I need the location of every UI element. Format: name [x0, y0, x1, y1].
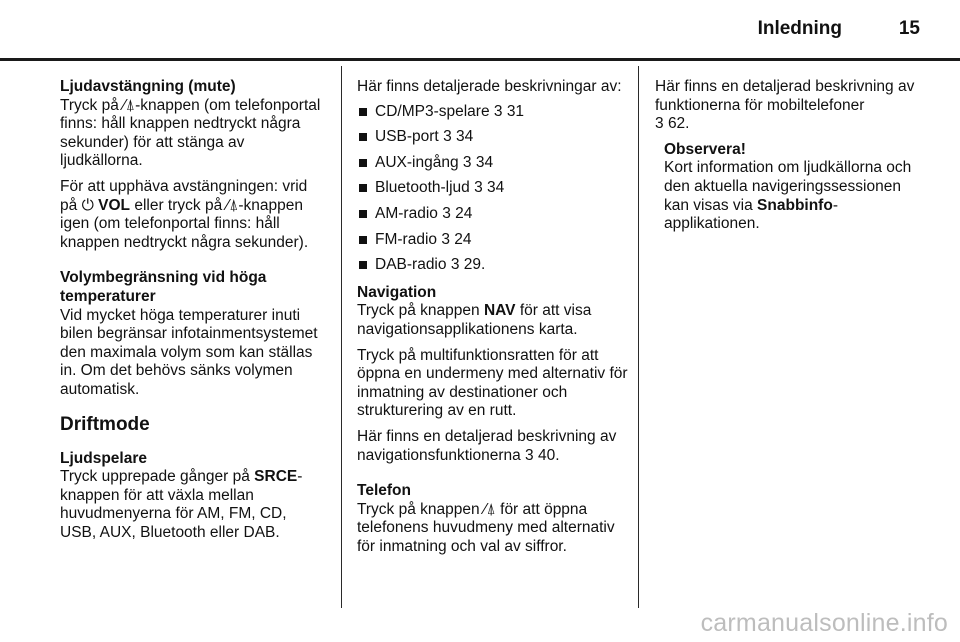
page-ref-icon: 3	[474, 179, 483, 197]
list-item: DAB-radio 3 29.	[357, 256, 629, 275]
page-ref-icon: 3	[655, 115, 664, 133]
mobile-phone-paragraph: Här finns en detaljerad beskrivning av funktionerna för mobiltelefoner 3 62.	[655, 78, 915, 133]
player-paragraph: Tryck upprepade gånger på SRCE-knappen för att växla mellan huvudmenyerna för AM, FM, CD, USB, AUX, Bluetooth eller DAB.	[60, 468, 303, 541]
phone-paragraph: Tryck på knappen ⁄⍋ för att öppna telefonens huvudmeny med alternativ för inmatning och val av siffror.	[357, 500, 615, 555]
navigation-paragraph-2: Tryck på multifunktionsratten för att öppna en undermeny med alternativ för inmatning av destinationer och strukturering av en rutt.	[357, 346, 628, 420]
mute-heading: Ljudavstängning (mute)	[60, 78, 236, 95]
bullet-icon	[359, 236, 367, 244]
phone-mute-icon: ⁄⍋	[123, 96, 136, 114]
vol-knob-label: VOL	[98, 196, 131, 214]
page-ref-icon: 3	[525, 446, 534, 464]
list-item: AM-radio 3 24	[357, 205, 629, 224]
player-heading: Ljudspelare	[60, 449, 147, 467]
list-item: CD/MP3-spelare 3 31	[357, 103, 629, 122]
list-item: FM-radio 3 24	[357, 231, 629, 250]
phone-icon: ⁄⍋	[483, 500, 496, 518]
bullet-icon	[359, 210, 367, 218]
nav-button-label: NAV	[483, 302, 516, 320]
sources-list	[357, 103, 629, 275]
watermark: carmanualsonline.info	[700, 609, 948, 637]
page-number: 15	[898, 18, 920, 39]
column-3	[655, 78, 925, 241]
bullet-icon	[359, 108, 367, 116]
list-item: USB-port 3 34	[357, 128, 629, 147]
bullet-icon	[359, 184, 367, 192]
page-ref-icon: 3	[441, 230, 450, 248]
page-ref-icon: 3	[442, 204, 451, 222]
page-title: Inledning	[757, 18, 842, 39]
bullet-icon	[359, 159, 367, 167]
bullet-icon	[359, 261, 367, 269]
volume-limit-paragraph: Vid mycket höga temperaturer inuti bilen begränsar infotainmentsystemet den maximala volym som kan ställas in. Om det behövs sänks volymen automatisk.	[60, 306, 318, 398]
mute-paragraph-1: Tryck på ⁄⍋-knappen (om telefonportal finns: håll knappen nedtryckt några sekunder) för att stänga av ljudkällorna.	[60, 96, 321, 170]
page-ref-icon: 3	[462, 153, 472, 171]
sources-intro: Här finns detaljerade beskrivningar av:	[357, 78, 622, 95]
list-item: Bluetooth-ljud 3 34	[357, 179, 629, 198]
navigation-paragraph-3: Här finns en detaljerad beskrivning av navigationsfunktionerna 3 40.	[357, 427, 617, 464]
page-ref-icon: 3	[450, 256, 460, 274]
mute-paragraph-2: För att upphäva avstängningen: vrid på ⏻ VOL eller tryck på ⁄⍋-knappen igen (om telefonportal finns: håll knappen nedtryckt några sekunder).	[60, 177, 309, 251]
volume-limit-heading: Volymbegränsning vid höga temperaturer	[60, 269, 267, 305]
section-title: Driftmode	[60, 413, 150, 435]
column-divider	[341, 66, 342, 608]
column-1	[60, 78, 325, 549]
note-heading: Observera!	[664, 140, 746, 158]
navigation-paragraph-1: Tryck på knappen NAV för att visa navigationsapplikationens karta.	[357, 302, 592, 338]
column-2	[357, 78, 629, 563]
header-divider	[0, 58, 960, 61]
navigation-heading: Navigation	[357, 283, 437, 301]
snabbinfo-app-label: Snabbinfo	[757, 196, 833, 214]
note-box	[655, 141, 925, 234]
srce-button-label: SRCE	[254, 468, 298, 486]
page-ref-icon: 3	[493, 102, 503, 120]
list-item: AUX-ingång 3 34	[357, 154, 629, 173]
column-divider	[638, 66, 639, 608]
bullet-icon	[359, 133, 367, 141]
page-ref-icon: 3	[443, 128, 452, 146]
phone-heading: Telefon	[357, 482, 411, 500]
note-paragraph: Kort information om ljudkällorna och den aktuella navigeringssessionen kan visas via Snabbinfo-applikationen.	[664, 159, 912, 233]
power-icon: ⏻	[81, 196, 94, 214]
phone-mute-icon: ⁄⍋	[226, 196, 239, 214]
